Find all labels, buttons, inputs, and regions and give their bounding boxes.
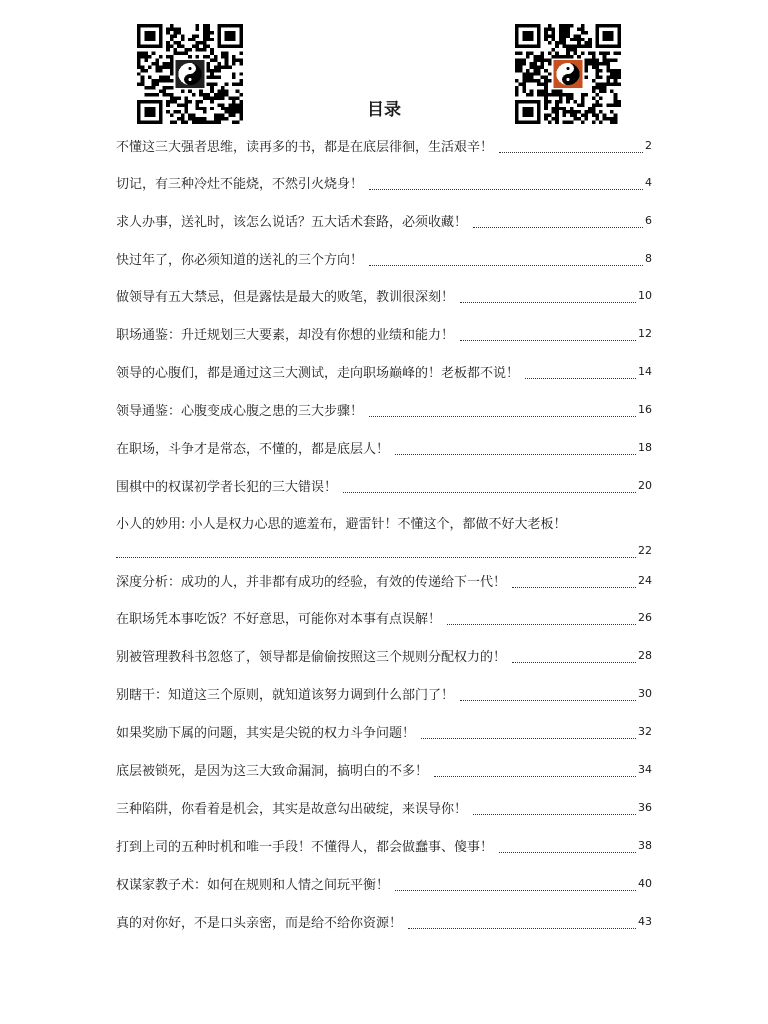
toc-entry[interactable] <box>116 641 652 669</box>
toc-entry-page: 14 <box>638 364 652 378</box>
toc-entry-title: 别被管理教科书忽悠了，领导都是偷偷按照这三个规则分配权力的！ <box>116 649 507 665</box>
toc-entry[interactable] <box>116 471 652 499</box>
toc-entry[interactable] <box>116 755 652 783</box>
toc-entry[interactable] <box>116 869 652 897</box>
toc-entry-title: 打到上司的五种时机和唯一手段！不懂得人，都会做蠢事、傻事！ <box>116 839 494 855</box>
dot-leader <box>395 440 636 455</box>
toc-entry-page: 30 <box>638 686 652 700</box>
toc-entry-title: 三种陷阱，你看着是机会，其实是故意勾出破绽，来误导你！ <box>116 801 468 817</box>
toc-entry[interactable] <box>116 508 652 564</box>
toc-entry-title: 快过年了，你必须知道的送礼的三个方向！ <box>116 252 364 268</box>
toc-entry-page: 40 <box>638 876 652 890</box>
toc-entry[interactable] <box>116 206 652 234</box>
toc-entry-title: 不懂这三大强者思维，读再多的书，都是在底层徘徊，生活艰辛！ <box>116 139 494 155</box>
dot-leader <box>395 876 636 891</box>
toc-entry-title: 做领导有五大禁忌，但是露怯是最大的败笔，教训很深刻！ <box>116 289 455 305</box>
dot-leader <box>460 288 636 303</box>
dot-leader <box>434 762 636 777</box>
toc-entry-title: 领导的心腹们，都是通过这三大测试，走向职场巅峰的！老板都不说！ <box>116 365 520 381</box>
toc-entry[interactable] <box>116 281 652 309</box>
dot-leader <box>512 648 636 663</box>
toc-entry-page: 10 <box>638 288 652 302</box>
toc-entry[interactable] <box>116 793 652 821</box>
toc-entry-page: 2 <box>645 138 652 152</box>
toc-entry[interactable] <box>116 244 652 272</box>
toc-entry[interactable] <box>116 433 652 461</box>
toc-entry[interactable] <box>116 679 652 707</box>
toc-entry-title: 在职场凭本事吃饭？不好意思，可能你对本事有点误解！ <box>116 611 442 627</box>
toc-entry-title: 权谋家教子术：如何在规则和人情之间玩平衡！ <box>116 877 390 893</box>
toc-entry-title: 切记，有三种冷灶不能烧，不然引火烧身！ <box>116 176 364 192</box>
toc-entry-page: 38 <box>638 838 652 852</box>
toc-entry-page: 18 <box>638 440 652 454</box>
toc-entry[interactable] <box>116 395 652 423</box>
dot-leader <box>460 326 636 341</box>
toc-entry-page: 22 <box>638 543 652 557</box>
toc-entry-page: 4 <box>645 175 652 189</box>
toc-entry-page: 28 <box>638 648 652 662</box>
dot-leader <box>343 478 636 493</box>
toc-entry[interactable] <box>116 603 652 631</box>
dot-leader <box>421 724 636 739</box>
toc-entry[interactable] <box>116 717 652 745</box>
toc-entry-page: 16 <box>638 402 652 416</box>
toc-entry-title: 底层被锁死，是因为这三大致命漏洞，搞明白的不多！ <box>116 763 429 779</box>
toc-entry[interactable] <box>116 357 652 385</box>
toc-entry[interactable] <box>116 319 652 347</box>
toc-entry-page: 36 <box>638 800 652 814</box>
toc-entry-title: 求人办事，送礼时，该怎么说话？五大话术套路，必须收藏！ <box>116 214 468 230</box>
dot-leader <box>499 838 636 853</box>
dot-leader <box>447 610 636 625</box>
dot-leader <box>473 800 636 815</box>
toc-entry-page: 8 <box>645 251 652 265</box>
toc-entry-title: 如果奖励下属的问题，其实是尖锐的权力斗争问题！ <box>116 725 416 741</box>
toc-entry-page: 32 <box>638 724 652 738</box>
toc-entry-title: 别瞎干：知道这三个原则，就知道该努力调到什么部门了！ <box>116 687 455 703</box>
toc-entry-title: 小人的妙用: 小人是权力心思的遮羞布，避雷针！不懂这个，都做不好大老板！ <box>116 516 567 532</box>
toc-entry-page: 24 <box>638 573 652 587</box>
dot-leader <box>369 251 643 266</box>
toc-entry-page: 12 <box>638 326 652 340</box>
dot-leader <box>499 138 643 153</box>
dot-leader <box>460 686 636 701</box>
yin-yang-icon <box>178 63 201 85</box>
page-title: 目录 <box>367 100 401 120</box>
dot-leader <box>369 402 636 417</box>
toc-entry[interactable] <box>116 907 652 935</box>
dot-leader <box>408 914 636 929</box>
dot-leader <box>525 364 636 379</box>
toc-entry[interactable] <box>116 168 652 196</box>
toc-entry-title: 深度分析：成功的人，并非都有成功的经验，有效的传递给下一代！ <box>116 574 507 590</box>
toc-entry-page: 34 <box>638 762 652 776</box>
toc-entry[interactable] <box>116 566 652 594</box>
toc-entry-page: 26 <box>638 610 652 624</box>
toc-entry-title: 领导通鉴：心腹变成心腹之患的三大步骤！ <box>116 403 364 419</box>
toc-entry-page: 43 <box>638 914 652 928</box>
dot-leader <box>116 543 636 558</box>
toc-entry-page: 20 <box>638 478 652 492</box>
toc-entry[interactable] <box>116 131 652 159</box>
yin-yang-icon <box>556 63 579 85</box>
toc-entry-title: 职场通鉴：升迁规划三大要素，却没有你想的业绩和能力！ <box>116 327 455 343</box>
dot-leader <box>473 213 643 228</box>
dot-leader <box>369 175 643 190</box>
toc-entry[interactable] <box>116 831 652 859</box>
toc-entry-title: 在职场，斗争才是常态，不懂的，都是底层人！ <box>116 441 390 457</box>
toc-entry-title: 围棋中的权谋初学者长犯的三大错误！ <box>116 479 338 495</box>
toc-entry-title: 真的对你好，不是口头亲密，而是给不给你资源！ <box>116 915 403 931</box>
dot-leader <box>512 573 636 588</box>
toc-entry-page: 6 <box>645 213 652 227</box>
